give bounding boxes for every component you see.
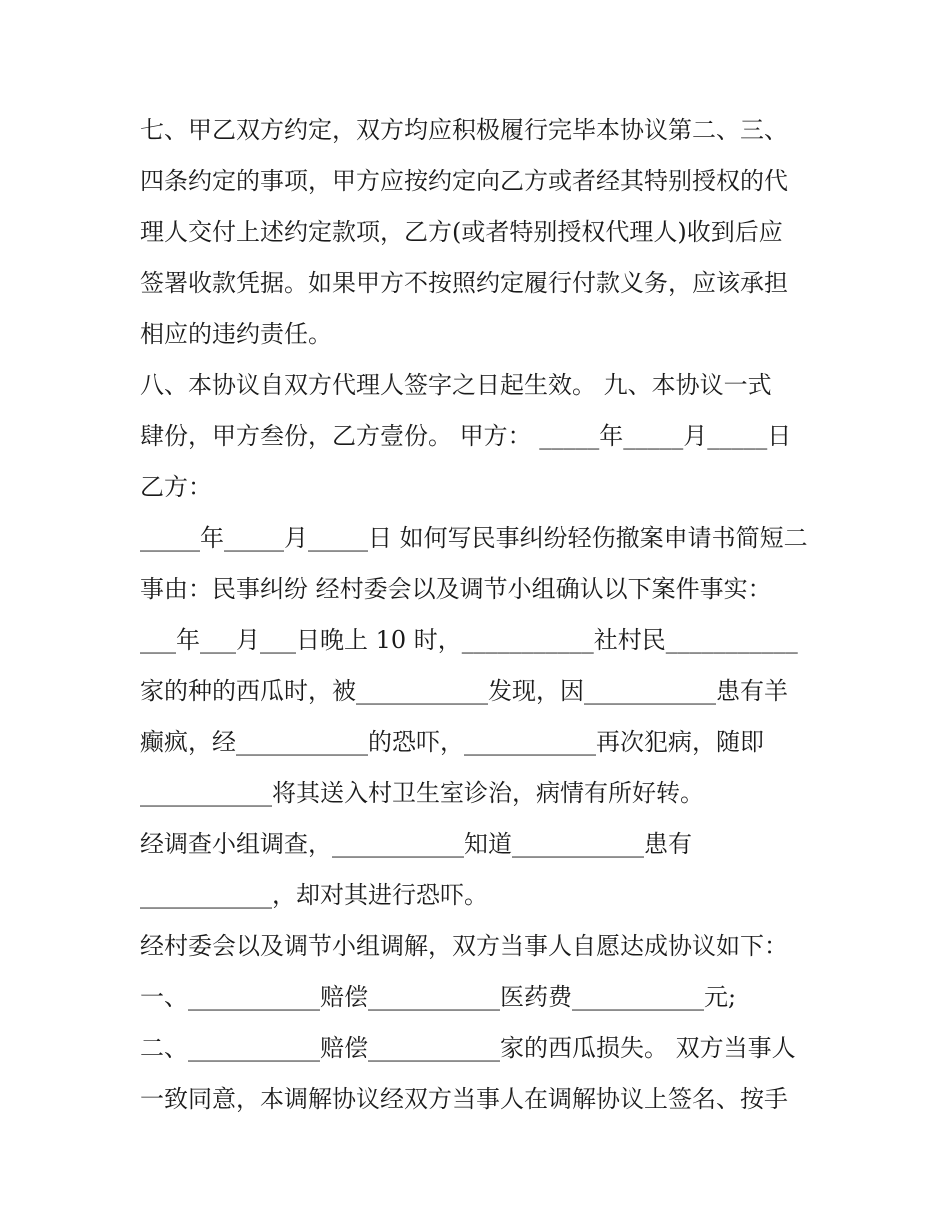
text-line: ___年___月___日晚上 10 时，___________社村民___________ <box>140 626 798 654</box>
text-line: 家的种的西瓜时，被___________发现，因___________患有羊 <box>140 677 788 705</box>
text-line: 七、甲乙双方约定，双方均应积极履行完毕本协议第二、三、 <box>140 116 788 144</box>
text-line: 一致同意，本调解协议经双方当事人在调解协议上签名、按手 <box>140 1085 788 1113</box>
text-line: 经调查小组调查，___________知道___________患有 <box>140 830 692 858</box>
document-body <box>140 105 820 1125</box>
text-line: 乙方： <box>140 473 212 501</box>
text-line: 八、本协议自双方代理人签字之日起生效。 九、本协议一式 <box>140 371 772 399</box>
text-line: 癫疯，经___________的恐吓，___________再次犯病，随即 <box>140 728 764 756</box>
text-line: ___________，却对其进行恐吓。 <box>140 881 488 909</box>
text-line: ___________将其送入村卫生室诊治，病情有所好转。 <box>140 779 704 807</box>
text-line: 理人交付上述约定款项，乙方(或者特别授权代理人)收到后应 <box>140 218 783 246</box>
text-line: 二、___________赔偿___________家的西瓜损失。 双方当事人 <box>140 1034 796 1062</box>
text-line: _____年_____月_____日 如何写民事纠纷轻伤撤案申请书简短二 <box>140 524 808 552</box>
text-line: 一、___________赔偿___________医药费___________元; <box>140 983 737 1011</box>
text-line: 经村委会以及调节小组调解，双方当事人自愿达成协议如下： <box>140 932 788 960</box>
text-line: 肆份，甲方叁份，乙方壹份。 甲方： _____年_____月_____日 <box>140 422 792 450</box>
text-line: 相应的违约责任。 <box>140 320 332 348</box>
text-line: 事由：民事纠纷 经村委会以及调节小组确认以下案件事实： <box>140 575 772 603</box>
text-line: 四条约定的事项，甲方应按约定向乙方或者经其特别授权的代 <box>140 167 788 195</box>
text-line: 签署收款凭据。如果甲方不按照约定履行付款义务，应该承担 <box>140 269 788 297</box>
